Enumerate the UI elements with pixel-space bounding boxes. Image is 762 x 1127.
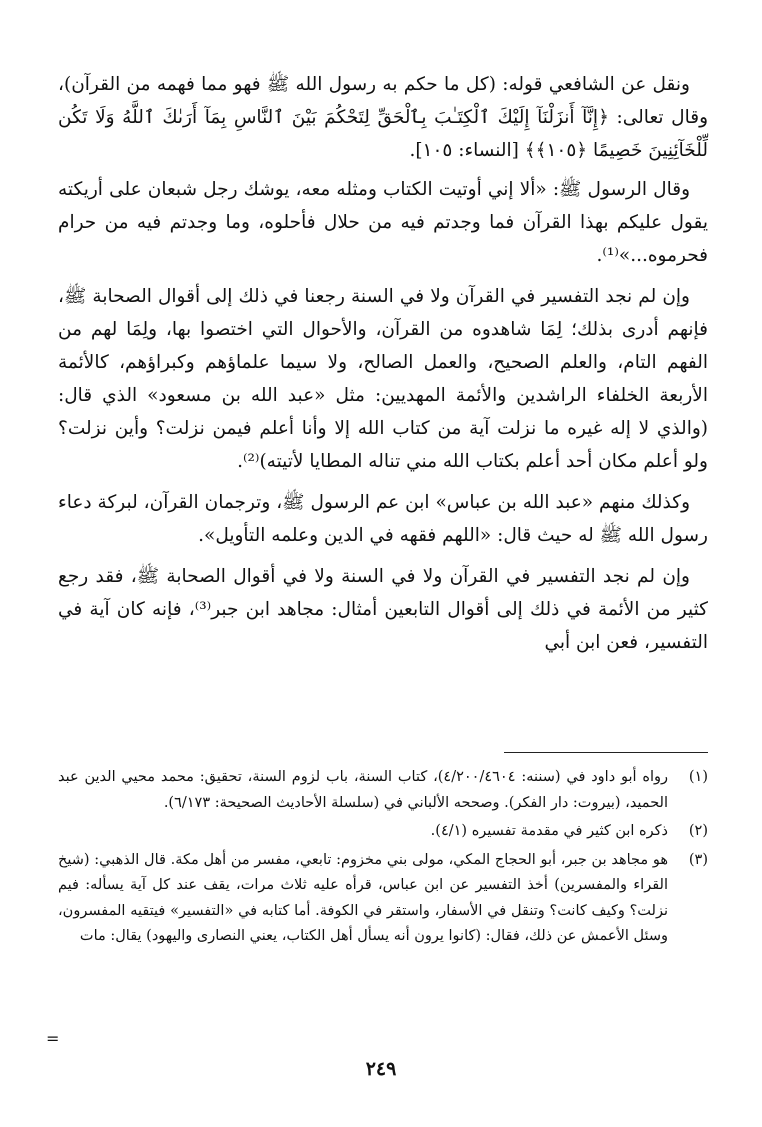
- footnote-number: (٣): [688, 851, 708, 868]
- footnotes: [58, 765, 708, 953]
- footnote-text: رواه أبو داود في (سننه: ٤/٢٠٠/٤٦٠٤)، كتاب السنة، باب لزوم السنة، تحقيق: محمد محيي الدين عبد الحميد، (بيروت: دار الفكر). وصححه الألباني في (سلسلة الأحاديث الصحيحة: ٦/١٧٣).: [58, 769, 668, 811]
- footnote-2: [58, 819, 708, 845]
- footnote-continuation-mark: =: [46, 1029, 60, 1048]
- footnote-divider: [504, 752, 708, 753]
- footnote-1: [58, 765, 708, 816]
- footnote-text: ذكره ابن كثير في مقدمة تفسيره (٤/١).: [430, 823, 668, 839]
- footnote-text: هو مجاهد بن جبر، أبو الحجاج المكي، مولى بني مخزوم: تابعي، مفسر من أهل مكة. قال الذهبي: (شيخ القراء والمفسرين) أخذ التفسير عن ابن عباس، قرأه عليه ثلاث مرات، يقف عند كل آية يسأله: فيم نزلت؟ وكيف كانت؟ وتنقل في الأسفار، واستقر في الكوفة. أما كتابه في «التفسير» فيتقيه المفسرون، وسئل الأعمش عن ذلك، فقال: (كانوا يرون أنه يسأل أهل الكتاب، يعني النصارى واليهود) يقال: مات: [58, 851, 668, 944]
- footnote-number: (١): [688, 769, 708, 785]
- paragraph-shafii-quote: ونقل عن الشافعي قوله: (كل ما حكم به رسول الله ﷺ فهو مما فهمه من القرآن)، وقال تعالى: ﴿إِنَّآ أَنزَلْنَآ إِلَيْكَ ٱلْكِتَـٰبَ بِٱلْحَقِّ لِتَحْكُمَ بَيْنَ ٱلنَّاسِ بِمَآ أَرَىٰكَ ٱللَّهُ وَلَا تَكُن لِّلْخَآئِنِينَ خَصِيمًا ﴿١٠٥﴾﴾ [النساء: ١٠٥].: [58, 74, 708, 161]
- paragraph-tabieen: وإن لم نجد التفسير في القرآن ولا في السنة ولا في أقوال الصحابة ﷺ، فقد رجع كثير من الأئمة في ذلك إلى أقوال التابعين أمثال: مجاهد ابن جبر⁽³⁾، فإنه كان آية في التفسير، فعن ابن أبي: [58, 566, 708, 653]
- footnote-3: [58, 848, 708, 950]
- main-text: [58, 68, 708, 667]
- paragraph-hadith-arika: وقال الرسول ﷺ: «ألا إني أوتيت الكتاب ومثله معه، يوشك رجل شبعان على أريكته يقول عليكم بهذا القرآن فما وجدتم فيه من حلال فأحلوه، وما وجدتم فيه من حرام فحرموه...»⁽¹⁾.: [58, 179, 708, 266]
- paragraph-ibn-abbas: وكذلك منهم «عبد الله بن عباس» ابن عم الرسول ﷺ، وترجمان القرآن، لبركة دعاء رسول الله ﷺ له حيث قال: «اللهم فقهه في الدين وعلمه التأويل».: [58, 492, 708, 546]
- paragraph-sahaba: وإن لم نجد التفسير في القرآن ولا في السنة رجعنا في ذلك إلى أقوال الصحابة ﷺ، فإنهم أدرى بذلك؛ لِمَا شاهدوه من القرآن، والأحوال التي اختصوا بها، ولِمَا لهم من الفهم التام، والعلم الصحيح، والعمل الصالح، ولا سيما علماؤهم وكبراؤهم، كالأئمة الأربعة الخلفاء الراشدين والأئمة المهديين: مثل «عبد الله بن مسعود» الذي قال: (والذي لا إله غيره ما نزلت آية من كتاب الله إلا وأنا أعلم فيمن نزلت؟ وأين نزلت؟ ولو أعلم مكان أحد أعلم بكتاب الله مني تناله المطايا لأتيته)⁽²⁾.: [58, 286, 708, 472]
- page-number: ٢٤٩: [365, 1058, 397, 1080]
- footnote-number: (٢): [688, 823, 708, 839]
